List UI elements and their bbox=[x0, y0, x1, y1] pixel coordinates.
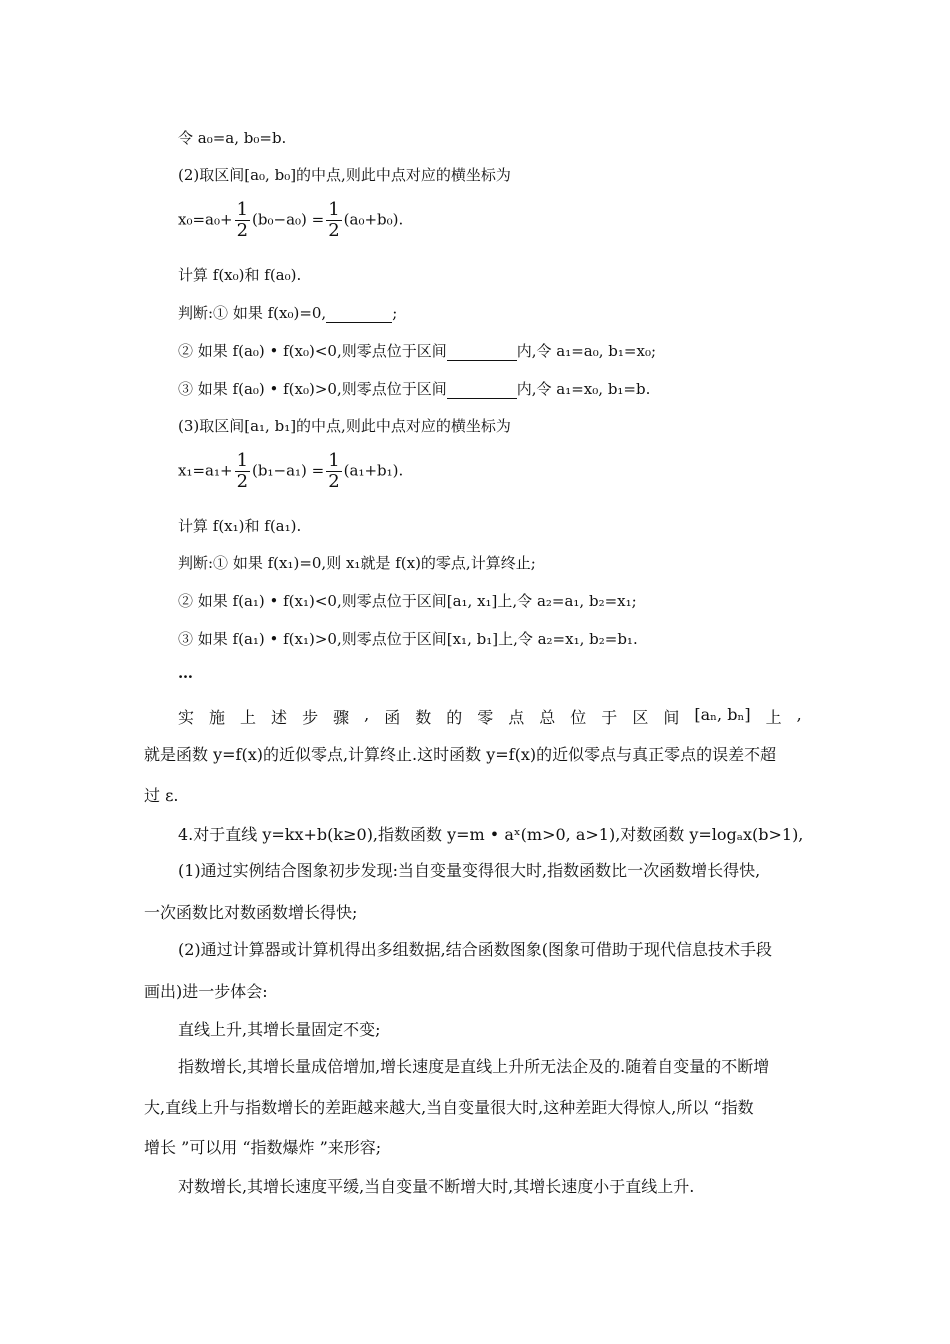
text-line: 一次函数比对数函数增长得快; bbox=[144, 903, 358, 922]
word: 于 bbox=[601, 708, 618, 727]
text-line: 增长 ”可以用 “指数爆炸 ”来形容; bbox=[144, 1138, 382, 1157]
text-line bbox=[178, 303, 397, 323]
word: 总 bbox=[539, 708, 556, 727]
formula-text: (a₀+b₀). bbox=[343, 210, 404, 229]
text-span: ; bbox=[392, 304, 398, 322]
text-line: (1)通过实例结合图象初步发现:当自变量变得很大时,指数函数比一次函数增长得快, bbox=[178, 861, 761, 880]
fraction-numerator: 1 bbox=[236, 450, 249, 471]
word: 数 bbox=[415, 708, 432, 727]
word: 骤 bbox=[333, 708, 350, 727]
formula-text: (b₁−a₁) = bbox=[252, 461, 325, 480]
word: , bbox=[796, 705, 802, 724]
text-line: 判断:① 如果 f(x₁)=0,则 x₁就是 f(x)的零点,计算终止; bbox=[178, 554, 536, 572]
formula-x1 bbox=[178, 451, 403, 492]
word: 步 bbox=[302, 708, 319, 727]
fraction bbox=[326, 200, 341, 241]
text-line: 令 a₀=a, b₀=b. bbox=[178, 129, 287, 147]
fraction-numerator: 1 bbox=[236, 199, 249, 220]
word: [aₙ, bₙ] bbox=[694, 705, 751, 724]
justified-line bbox=[178, 705, 802, 728]
formula-text: (a₁+b₁). bbox=[343, 461, 404, 480]
word: 间 bbox=[663, 708, 680, 727]
answer-blank bbox=[447, 346, 517, 361]
fraction-denominator: 2 bbox=[236, 471, 249, 492]
word: 施 bbox=[209, 708, 226, 727]
text-line: 就是函数 y=f(x)的近似零点,计算终止.这时函数 y=f(x)的近似零点与真正零点的误差不超 bbox=[144, 745, 777, 764]
text-line: (2)取区间[a₀, b₀]的中点,则此中点对应的横坐标为 bbox=[178, 166, 511, 184]
word: 述 bbox=[271, 708, 288, 727]
formula-text: (b₀−a₀) = bbox=[252, 210, 325, 229]
fraction-denominator: 2 bbox=[328, 471, 340, 492]
text-line: ② 如果 f(a₁) • f(x₁)<0,则零点位于区间[a₁, x₁]上,令 a₂=a₁, b₂=x₁; bbox=[178, 592, 637, 610]
fraction-denominator: 2 bbox=[328, 220, 340, 241]
text-line: 大,直线上升与指数增长的差距越来越大,当自变量很大时,这种差距大得惊人,所以 “指数 bbox=[144, 1098, 754, 1117]
text-line: 直线上升,其增长量固定不变; bbox=[178, 1020, 381, 1039]
fraction-numerator: 1 bbox=[328, 199, 340, 220]
answer-blank bbox=[326, 308, 392, 323]
text-span: 判断:① 如果 f(x₀)=0, bbox=[178, 304, 327, 322]
word: 位 bbox=[570, 708, 587, 727]
word: 函 bbox=[384, 708, 401, 727]
text-line: 对数增长,其增长速度平缓,当自变量不断增大时,其增长速度小于直线上升. bbox=[178, 1177, 695, 1196]
word: 点 bbox=[508, 708, 525, 727]
text-line: 过 ε. bbox=[144, 786, 179, 805]
text-line: 4.对于直线 y=kx+b(k≥0),指数函数 y=m • aˣ(m>0, a>1),对数函数 y=logₐx(b>1), bbox=[178, 825, 804, 844]
text-span: 内,令 a₁=x₀, b₁=b. bbox=[516, 380, 651, 398]
fraction-numerator: 1 bbox=[328, 450, 340, 471]
answer-blank bbox=[447, 384, 517, 399]
ellipsis: … bbox=[178, 664, 193, 682]
text-line: 指数增长,其增长量成倍增加,增长速度是直线上升所无法企及的.随着自变量的不断增 bbox=[178, 1057, 770, 1076]
text-line bbox=[178, 379, 650, 399]
text-span: ③ 如果 f(a₀) • f(x₀)>0,则零点位于区间 bbox=[178, 380, 447, 398]
fraction bbox=[235, 451, 250, 492]
formula-text: x₀=a₀+ bbox=[178, 210, 233, 229]
formula-x0 bbox=[178, 200, 403, 241]
text-line: 计算 f(x₁)和 f(a₁). bbox=[178, 517, 302, 535]
text-line: 画出)进一步体会: bbox=[144, 982, 268, 1001]
fraction bbox=[235, 200, 250, 241]
text-line bbox=[178, 341, 656, 361]
word: 实 bbox=[178, 708, 195, 727]
word: 零 bbox=[477, 708, 494, 727]
text-span: 内,令 a₁=a₀, b₁=x₀; bbox=[516, 342, 657, 360]
word: 上 bbox=[240, 708, 257, 727]
word: 上 bbox=[765, 708, 782, 727]
text-line: ③ 如果 f(a₁) • f(x₁)>0,则零点位于区间[x₁, b₁]上,令 a₂=x₁, b₂=b₁. bbox=[178, 630, 638, 648]
text-line: (3)取区间[a₁, b₁]的中点,则此中点对应的横坐标为 bbox=[178, 417, 511, 435]
text-line: 计算 f(x₀)和 f(a₀). bbox=[178, 266, 302, 284]
word: 的 bbox=[446, 708, 463, 727]
fraction bbox=[326, 451, 341, 492]
text-span: ② 如果 f(a₀) • f(x₀)<0,则零点位于区间 bbox=[178, 342, 447, 360]
word: , bbox=[364, 705, 370, 724]
word: 区 bbox=[632, 708, 649, 727]
fraction-denominator: 2 bbox=[236, 220, 249, 241]
formula-text: x₁=a₁+ bbox=[178, 461, 233, 480]
text-line: (2)通过计算器或计算机得出多组数据,结合函数图象(图象可借助于现代信息技术手段 bbox=[178, 940, 772, 959]
